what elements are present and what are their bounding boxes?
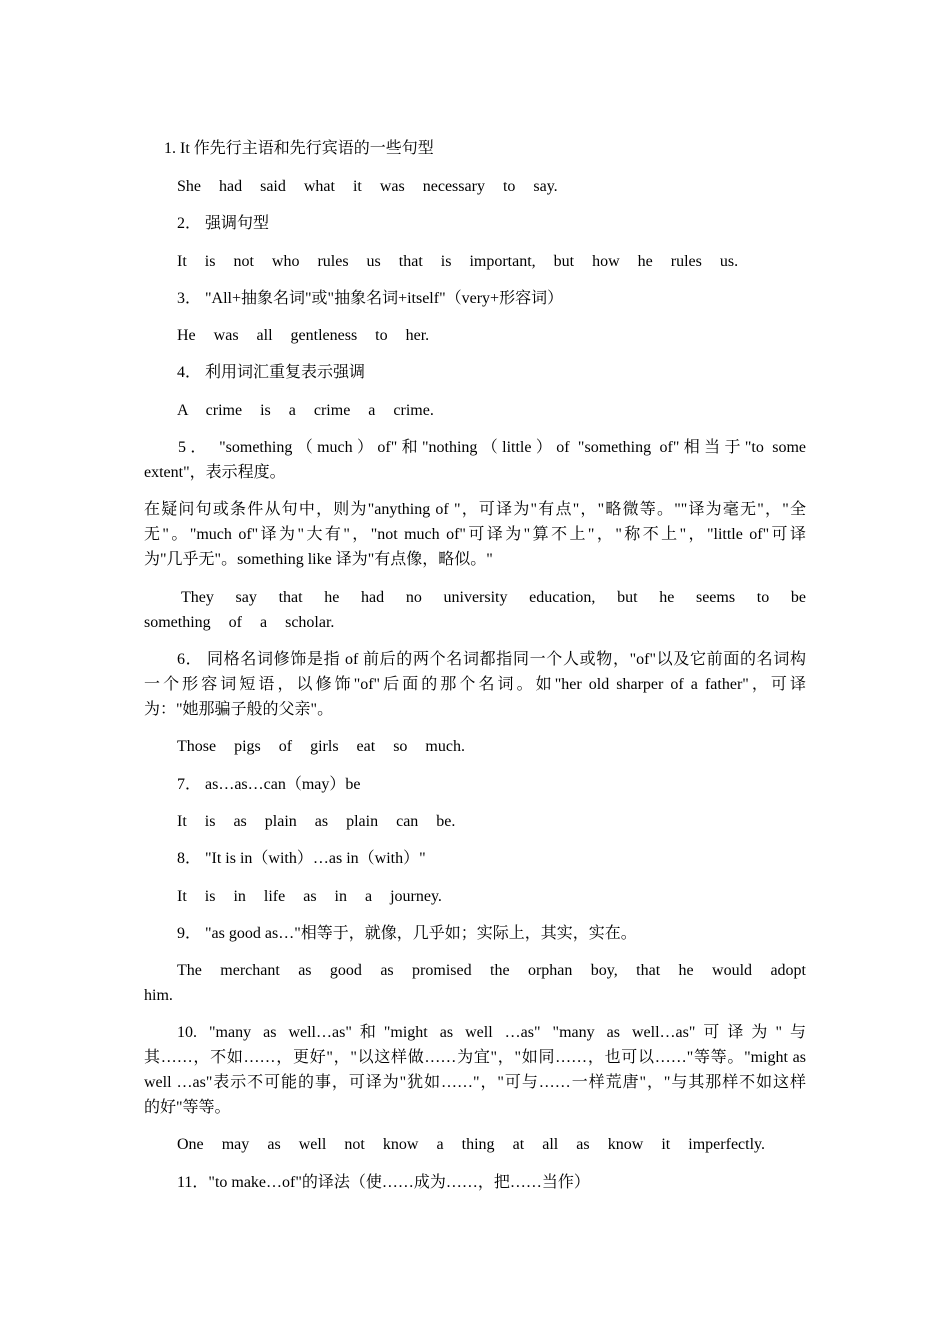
item-heading-8: 8． "It is in（with）…as in（with）" [177,850,426,867]
paragraph-5-line2: 无"。"much of"译为"大有"，"not much of"可译为"算不上"，"称不上"，"little of"可译 [144,526,806,543]
example-sentence-10: One may as well not know a thing at all as know it imperfectly. [177,1136,765,1153]
item-heading-10-line3: well …as"表示不可能的事，可译为"犹如……"，"可与……一样荒唐"，"与其那样不如这样 [144,1074,806,1091]
example-sentence-4: A crime is a crime a crime. [177,402,434,419]
example-sentence-9-line2: him. [144,987,173,1004]
example-sentence-5-line1: They say that he had no university education, but he seems to be [181,589,806,606]
example-sentence-1: She had said what it was necessary to say. [177,178,558,195]
item-heading-1: 1. It 作先行主语和先行宾语的一些句型 [164,140,434,157]
example-sentence-2: It is not who rules us that is important, but how he rules us. [177,253,739,270]
item-heading-11: 11．"to make…of"的译法（使……成为……，把……当作） [177,1174,590,1191]
item-heading-6-line1: 6． 同格名词修饰是指 of 前后的两个名词都指同一个人或物，"of"以及它前面的名词构 [177,651,806,668]
item-heading-9: 9． "as good as…"相等于，就像，几乎如；实际上，其实，实在。 [177,925,637,942]
paragraph-5-line3: 为"几乎无"。something like 译为"有点像，略似。" [144,551,493,568]
item-heading-5-line2: extent"，表示程度。 [144,464,286,481]
item-heading-10-line1: 10. "many as well…as"和"might as well …as" "many as well…as"可译为"与 [177,1024,806,1041]
item-heading-6-line2: 一个形容词短语，以修饰"of"后面的那个名词。如"her old sharper of a father"，可译 [144,676,806,693]
item-heading-4: 4． 利用词汇重复表示强调 [177,364,366,381]
item-heading-10-line4: 的好"等等。 [144,1099,231,1116]
example-sentence-9-line1: The merchant as good as promised the orphan boy, that he would adopt [177,962,806,979]
item-heading-3: 3． "All+抽象名词"或"抽象名词+itself"（very+形容词） [177,290,564,307]
paragraph-5-line1: 在疑问句或条件从句中，则为"anything of "，可译为"有点"，"略微等。""译为毫无"，"全 [144,501,806,518]
example-sentence-8: It is in life as in a journey. [177,888,442,905]
item-heading-10-line2: 其……，不如……，更好"，"以这样做……为宜"，"如同……，也可以……"等等。"might as [144,1049,806,1066]
example-sentence-7: It is as plain as plain can be. [177,813,456,830]
item-heading-5-line1: 5． "something（much）of"和"nothing（little）of "something of"相当于"to some [178,439,806,456]
example-sentence-6: Those pigs of girls eat so much. [177,738,465,755]
item-heading-6-line3: 为："她那骗子般的父亲"。 [144,701,334,718]
example-sentence-5-line2: something of a scholar. [144,614,335,631]
item-heading-2: 2． 强调句型 [177,215,270,232]
example-sentence-3: He was all gentleness to her. [177,327,430,344]
item-heading-7: 7． as…as…can（may）be [177,776,361,793]
